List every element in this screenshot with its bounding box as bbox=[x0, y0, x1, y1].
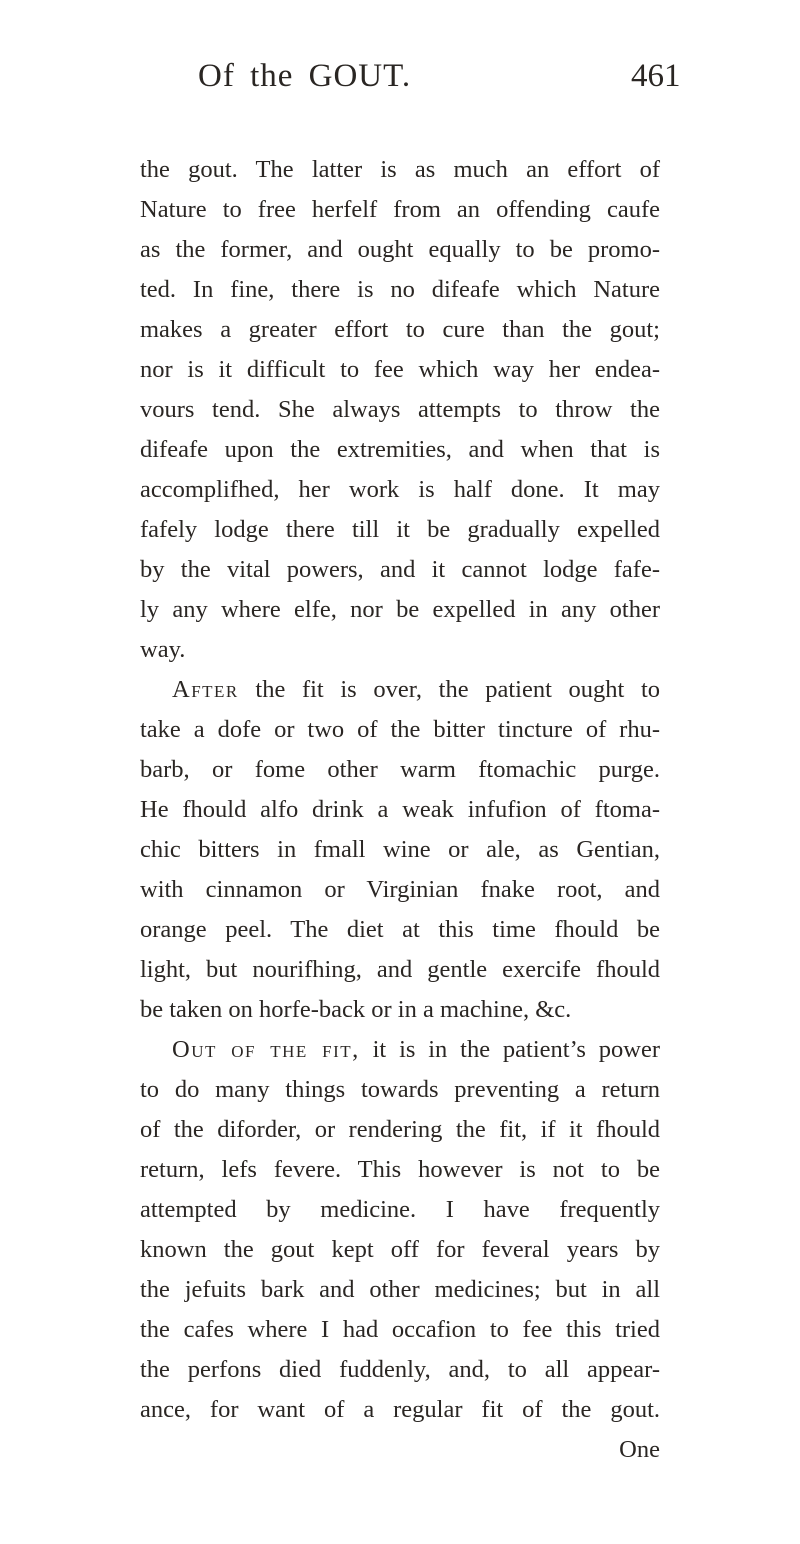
text-line: ly any where elfe, nor be expelled in any other bbox=[140, 596, 660, 623]
paragraph-lead: After bbox=[172, 676, 239, 703]
text-line: vours tend. She always attempts to throw the bbox=[140, 396, 660, 423]
paragraph bbox=[140, 670, 660, 1030]
paragraph bbox=[140, 150, 660, 670]
paragraph-lead: Out of the fit, bbox=[172, 1036, 360, 1063]
text-line: by the vital powers, and it cannot lodge fafe- bbox=[140, 556, 660, 583]
text-line: light, but nourifhing, and gentle exercife fhould bbox=[140, 956, 660, 983]
text-line: return, lefs fevere. This however is not to be bbox=[140, 1156, 660, 1183]
text-line: accomplifhed, her work is half done. It may bbox=[140, 476, 660, 503]
text-line: the cafes where I had occafion to fee this tried bbox=[140, 1316, 660, 1343]
text-line: barb, or fome other warm ftomachic purge. bbox=[140, 756, 660, 783]
text-line: attempted by medicine. I have frequently bbox=[140, 1196, 660, 1223]
text-line: way. bbox=[140, 636, 186, 663]
text-line: makes a greater effort to cure than the gout; bbox=[140, 316, 660, 343]
catchword: One bbox=[619, 1436, 660, 1463]
text-line: Nature to free herfelf from an offending caufe bbox=[140, 196, 660, 223]
text-line bbox=[140, 670, 660, 710]
text-line: be taken on horfe-back or in a machine, &c. bbox=[140, 996, 572, 1023]
text-line: known the gout kept off for feveral years by bbox=[140, 1236, 660, 1263]
text-line bbox=[140, 1030, 660, 1070]
text-line: as the former, and ought equally to be promo- bbox=[140, 236, 660, 263]
text-line: the gout. The latter is as much an effort of bbox=[140, 156, 660, 183]
text-line: ance, for want of a regular fit of the gout. bbox=[140, 1396, 660, 1423]
text-line: He fhould alfo drink a weak infufion of ftoma- bbox=[140, 796, 660, 823]
text-run: the fit is over, the patient ought to bbox=[238, 676, 660, 703]
page-header bbox=[0, 58, 800, 118]
text-line: the perfons died fuddenly, and, to all appear- bbox=[140, 1356, 660, 1383]
text-run: it is in the patient’s power bbox=[359, 1036, 660, 1063]
text-line: take a dofe or two of the bitter tincture of rhu- bbox=[140, 716, 660, 743]
page-number: 461 bbox=[631, 58, 681, 94]
text-line: orange peel. The diet at this time fhould be bbox=[140, 916, 660, 943]
text-line: with cinnamon or Virginian fnake root, and bbox=[140, 876, 660, 903]
paragraph bbox=[140, 1030, 660, 1430]
text-line: nor is it difficult to fee which way her endea- bbox=[140, 356, 660, 383]
text-line: to do many things towards preventing a return bbox=[140, 1076, 660, 1103]
text-line: ted. In fine, there is no difeafe which Nature bbox=[140, 276, 660, 303]
text-line: chic bitters in fmall wine or ale, as Gentian, bbox=[140, 836, 660, 863]
running-title: Of the GOUT. bbox=[198, 58, 412, 94]
text-line: difeafe upon the extremities, and when that is bbox=[140, 436, 660, 463]
text-line: of the diforder, or rendering the fit, if it fhould bbox=[140, 1116, 660, 1143]
body-text bbox=[140, 150, 660, 1470]
text-line: fafely lodge there till it be gradually expelled bbox=[140, 516, 660, 543]
text-line: the jefuits bark and other medicines; but in all bbox=[140, 1276, 660, 1303]
